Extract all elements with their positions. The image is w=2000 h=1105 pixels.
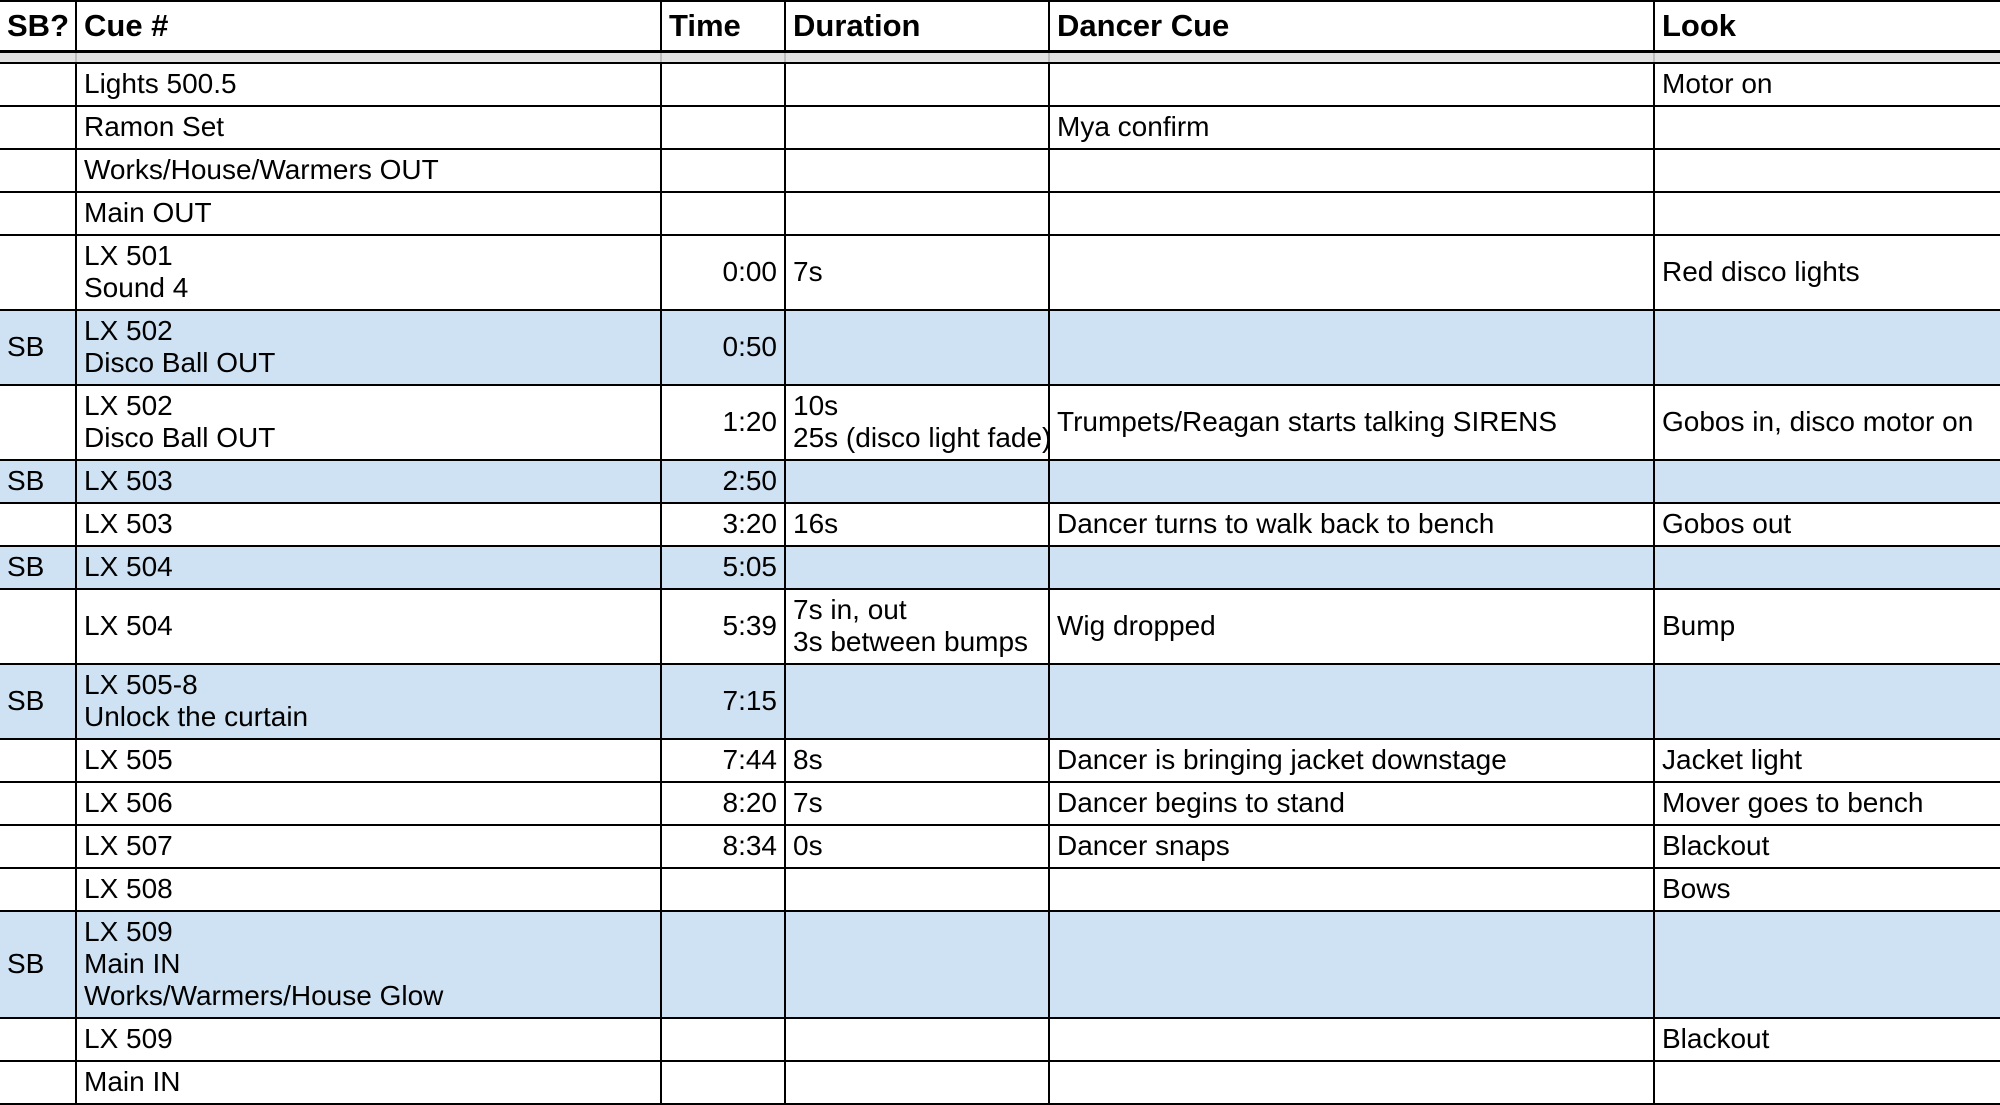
look-cell[interactable] (1654, 192, 2000, 235)
time-cell[interactable] (661, 911, 785, 1018)
sb-cell[interactable] (0, 385, 76, 460)
time-cell[interactable] (661, 460, 785, 503)
column-header-sb[interactable]: SB? (0, 1, 76, 52)
duration-cell[interactable] (785, 310, 1049, 385)
table-row-standby (0, 310, 2000, 385)
time-cell-text: 7:44 (722, 744, 777, 775)
look-cell-text: Mover goes to bench (1662, 787, 1924, 818)
dancer-cue-cell[interactable] (1049, 235, 1654, 310)
dancer-cue-cell-text: Dancer snaps (1057, 830, 1230, 861)
sb-cell[interactable] (0, 192, 76, 235)
dancer-cue-cell[interactable] (1049, 868, 1654, 911)
cue-cell-line: Ramon Set (84, 111, 225, 142)
look-cell[interactable] (1654, 589, 2000, 664)
look-cell[interactable] (1654, 739, 2000, 782)
cue-cell-line: LX 505 (84, 744, 173, 775)
time-cell[interactable] (661, 149, 785, 192)
cue-cell-line: LX 504 (84, 610, 173, 641)
look-cell-text: Red disco lights (1662, 256, 1860, 287)
cue-cell-line: Main IN (84, 948, 181, 979)
time-cell[interactable] (661, 739, 785, 782)
sb-cell[interactable] (0, 149, 76, 192)
time-cell-text: 0:00 (722, 256, 777, 287)
sb-cell[interactable] (0, 739, 76, 782)
sb-cell-text: SB (7, 685, 45, 716)
cue-cell-line: LX 503 (84, 508, 173, 539)
cue-cell-line: Main IN (84, 1066, 181, 1097)
duration-cell[interactable] (785, 1061, 1049, 1104)
time-cell-text: 7:15 (722, 685, 777, 716)
sb-cell[interactable] (0, 589, 76, 664)
sb-cell[interactable] (0, 825, 76, 868)
cue-cell-line: Sound 4 (84, 272, 189, 303)
table-row (0, 192, 2000, 235)
dancer-cue-cell-text: Wig dropped (1057, 610, 1216, 641)
duration-cell[interactable] (785, 664, 1049, 739)
separator-cell (0, 52, 76, 64)
cue-cell-line: LX 507 (84, 830, 173, 861)
cue-cell[interactable] (76, 149, 661, 192)
dancer-cue-cell[interactable] (1049, 149, 1654, 192)
look-cell[interactable] (1654, 825, 2000, 868)
time-cell-text: 5:05 (722, 551, 777, 582)
look-cell[interactable] (1654, 664, 2000, 739)
cue-cell[interactable] (76, 106, 661, 149)
cue-cell-line: LX 505-8 (84, 669, 198, 700)
table-row (0, 782, 2000, 825)
duration-cell-line: 10s (793, 390, 839, 421)
table-row-standby (0, 460, 2000, 503)
look-cell-text: Bump (1662, 610, 1736, 641)
dancer-cue-cell-text: Dancer begins to stand (1057, 787, 1345, 818)
cue-cell-line: LX 506 (84, 787, 173, 818)
time-cell[interactable] (661, 1061, 785, 1104)
cue-cell[interactable] (76, 310, 661, 385)
look-cell-text: Bows (1662, 873, 1731, 904)
time-cell[interactable] (661, 63, 785, 106)
cue-cell[interactable] (76, 825, 661, 868)
table-header (0, 1, 2000, 52)
time-cell[interactable] (661, 385, 785, 460)
look-cell[interactable] (1654, 546, 2000, 589)
table-row (0, 739, 2000, 782)
dancer-cue-cell[interactable] (1049, 739, 1654, 782)
table-row (0, 385, 2000, 460)
look-cell[interactable] (1654, 63, 2000, 106)
cue-cell-line: Works/Warmers/House Glow (84, 980, 444, 1011)
look-cell[interactable] (1654, 460, 2000, 503)
dancer-cue-cell[interactable] (1049, 1018, 1654, 1061)
look-cell[interactable] (1654, 106, 2000, 149)
duration-cell[interactable] (785, 63, 1049, 106)
cue-cell[interactable] (76, 460, 661, 503)
dancer-cue-cell[interactable] (1049, 192, 1654, 235)
time-cell[interactable] (661, 782, 785, 825)
duration-cell[interactable] (785, 911, 1049, 1018)
dancer-cue-cell[interactable] (1049, 106, 1654, 149)
sb-cell-text: SB (7, 331, 45, 362)
sb-cell[interactable] (0, 460, 76, 503)
table-row-standby (0, 546, 2000, 589)
duration-cell-line: 7s in, out (793, 594, 907, 625)
duration-cell-line: 7s (793, 787, 823, 818)
cue-cell-line: Unlock the curtain (84, 701, 309, 732)
cue-cell[interactable] (76, 589, 661, 664)
duration-cell[interactable] (785, 149, 1049, 192)
sb-cell[interactable] (0, 911, 76, 1018)
duration-cell[interactable] (785, 546, 1049, 589)
table-row (0, 1061, 2000, 1104)
duration-cell[interactable] (785, 192, 1049, 235)
duration-cell[interactable] (785, 385, 1052, 460)
duration-cell-line: 0s (793, 830, 823, 861)
cue-cell-line: LX 504 (84, 551, 173, 582)
time-cell-text: 0:50 (722, 331, 777, 362)
sb-cell-text: SB (7, 948, 45, 979)
time-cell[interactable] (661, 825, 785, 868)
table-row (0, 63, 2000, 106)
look-cell-text: Gobos in, disco motor on (1662, 406, 1974, 437)
duration-cell[interactable] (785, 235, 1049, 310)
dancer-cue-cell-text: Dancer turns to walk back to bench (1057, 508, 1495, 539)
table-row (0, 149, 2000, 192)
look-cell[interactable] (1654, 149, 2000, 192)
cue-cell[interactable] (76, 739, 661, 782)
cue-cell-line: LX 502 (84, 390, 173, 421)
look-cell-text: Blackout (1662, 1023, 1770, 1054)
duration-cell[interactable] (785, 782, 1049, 825)
duration-cell[interactable] (785, 106, 1049, 149)
sb-cell-text: SB (7, 551, 45, 582)
separator-cell (76, 52, 661, 64)
frozen-header-separator (0, 52, 2000, 64)
look-cell[interactable] (1654, 1018, 2000, 1061)
cue-cell[interactable] (76, 192, 661, 235)
table-row (0, 106, 2000, 149)
cue-cell[interactable] (76, 911, 661, 1018)
duration-cell-line: 3s between bumps (793, 626, 1029, 657)
cue-cell[interactable] (76, 782, 661, 825)
cue-cell-line: LX 501 (84, 240, 173, 271)
column-header-duration[interactable]: Duration (785, 1, 1049, 52)
cue-cell[interactable] (76, 235, 661, 310)
separator-cell (661, 52, 785, 64)
dancer-cue-cell-text: Dancer is bringing jacket downstage (1057, 744, 1507, 775)
dancer-cue-cell[interactable] (1049, 782, 1654, 825)
sb-cell[interactable] (0, 664, 76, 739)
header-row (0, 1, 2000, 52)
cue-cell[interactable] (76, 503, 661, 546)
duration-cell-line: 8s (793, 744, 823, 775)
dancer-cue-cell-text: Mya confirm (1057, 111, 1210, 142)
look-cell[interactable] (1654, 310, 2000, 385)
cue-cell[interactable] (76, 664, 661, 739)
look-cell-text: Blackout (1662, 830, 1770, 861)
time-cell[interactable] (661, 192, 785, 235)
time-cell[interactable] (661, 503, 785, 546)
column-header-time[interactable]: Time (661, 1, 785, 52)
dancer-cue-cell[interactable] (1049, 503, 1654, 546)
column-header-look[interactable]: Look (1654, 1, 2000, 52)
column-header-dancer-cue[interactable]: Dancer Cue (1049, 1, 1654, 52)
cue-cell-line: LX 508 (84, 873, 173, 904)
time-cell[interactable] (661, 664, 785, 739)
sb-cell-text: SB (7, 465, 45, 496)
cue-cell[interactable] (76, 868, 661, 911)
look-cell[interactable] (1654, 911, 2000, 1018)
time-cell-text: 5:39 (722, 610, 777, 641)
separator-cell (785, 52, 1049, 64)
cue-cell[interactable] (76, 385, 661, 460)
cue-cell[interactable] (76, 1061, 661, 1104)
look-cell-text: Gobos out (1662, 508, 1792, 539)
duration-cell[interactable] (785, 460, 1049, 503)
look-cell[interactable] (1654, 385, 2000, 460)
dancer-cue-cell[interactable] (1049, 310, 1654, 385)
table-row (0, 589, 2000, 664)
table-row (0, 503, 2000, 546)
duration-cell-line: 25s (disco light fade) (793, 422, 1052, 453)
duration-cell[interactable] (785, 589, 1049, 664)
dancer-cue-cell[interactable] (1049, 911, 1654, 1018)
table-row (0, 1018, 2000, 1061)
duration-cell[interactable] (785, 825, 1049, 868)
cue-cell[interactable] (76, 63, 661, 106)
duration-cell-line: 7s (793, 256, 823, 287)
sb-cell[interactable] (0, 1018, 76, 1061)
time-cell[interactable] (661, 310, 785, 385)
look-cell[interactable] (1654, 1061, 2000, 1104)
sb-cell[interactable] (0, 106, 76, 149)
table-row-standby (0, 911, 2000, 1018)
sb-cell[interactable] (0, 868, 76, 911)
dancer-cue-cell[interactable] (1049, 589, 1654, 664)
cue-cell-line: LX 509 (84, 916, 173, 947)
table-row (0, 235, 2000, 310)
duration-cell[interactable] (785, 1018, 1049, 1061)
time-cell[interactable] (661, 546, 785, 589)
separator-cell (1654, 52, 2000, 64)
cue-cell-line: Disco Ball OUT (84, 422, 276, 453)
cue-cell-line: LX 502 (84, 315, 173, 346)
column-header-cue[interactable]: Cue # (76, 1, 661, 52)
sb-cell[interactable] (0, 546, 76, 589)
time-cell-text: 1:20 (722, 406, 777, 437)
dancer-cue-cell-text: Trumpets/Reagan starts talking SIRENS (1057, 406, 1558, 437)
cue-cell-line: Lights 500.5 (84, 68, 237, 99)
time-cell-text: 2:50 (722, 465, 777, 496)
look-cell[interactable] (1654, 782, 2000, 825)
cue-cell[interactable] (76, 546, 661, 589)
cue-cell-line: Main OUT (84, 197, 212, 228)
time-cell[interactable] (661, 868, 785, 911)
dancer-cue-cell[interactable] (1049, 63, 1654, 106)
look-cell[interactable] (1654, 235, 2000, 310)
sb-cell[interactable] (0, 310, 76, 385)
separator-cell (1049, 52, 1654, 64)
dancer-cue-cell[interactable] (1049, 385, 1654, 460)
look-cell[interactable] (1654, 503, 2000, 546)
table-body (0, 52, 2000, 1105)
time-cell-text: 8:20 (722, 787, 777, 818)
look-cell[interactable] (1654, 868, 2000, 911)
dancer-cue-cell[interactable] (1049, 664, 1654, 739)
dancer-cue-cell[interactable] (1049, 825, 1654, 868)
sb-cell[interactable] (0, 63, 76, 106)
dancer-cue-cell[interactable] (1049, 1061, 1654, 1104)
time-cell-text: 8:34 (722, 830, 777, 861)
sb-cell[interactable] (0, 235, 76, 310)
sb-cell[interactable] (0, 1061, 76, 1104)
cue-cell-line: Disco Ball OUT (84, 347, 276, 378)
table-row-standby (0, 664, 2000, 739)
sb-cell[interactable] (0, 503, 76, 546)
look-cell-text: Jacket light (1662, 744, 1803, 775)
time-cell-text: 3:20 (722, 508, 777, 539)
cue-cell-line: Works/House/Warmers OUT (84, 154, 439, 185)
time-cell[interactable] (661, 1018, 785, 1061)
duration-cell[interactable] (785, 503, 1049, 546)
cue-cell-line: LX 509 (84, 1023, 173, 1054)
sb-cell[interactable] (0, 782, 76, 825)
dancer-cue-cell[interactable] (1049, 460, 1654, 503)
time-cell[interactable] (661, 106, 785, 149)
time-cell[interactable] (661, 235, 785, 310)
duration-cell[interactable] (785, 739, 1049, 782)
cue-cell[interactable] (76, 1018, 661, 1061)
duration-cell[interactable] (785, 868, 1049, 911)
duration-cell-line: 16s (793, 508, 839, 539)
cue-cell-line: LX 503 (84, 465, 173, 496)
look-cell-text: Motor on (1662, 68, 1773, 99)
dancer-cue-cell[interactable] (1049, 546, 1654, 589)
table-row (0, 868, 2000, 911)
time-cell[interactable] (661, 589, 785, 664)
table-row (0, 825, 2000, 868)
